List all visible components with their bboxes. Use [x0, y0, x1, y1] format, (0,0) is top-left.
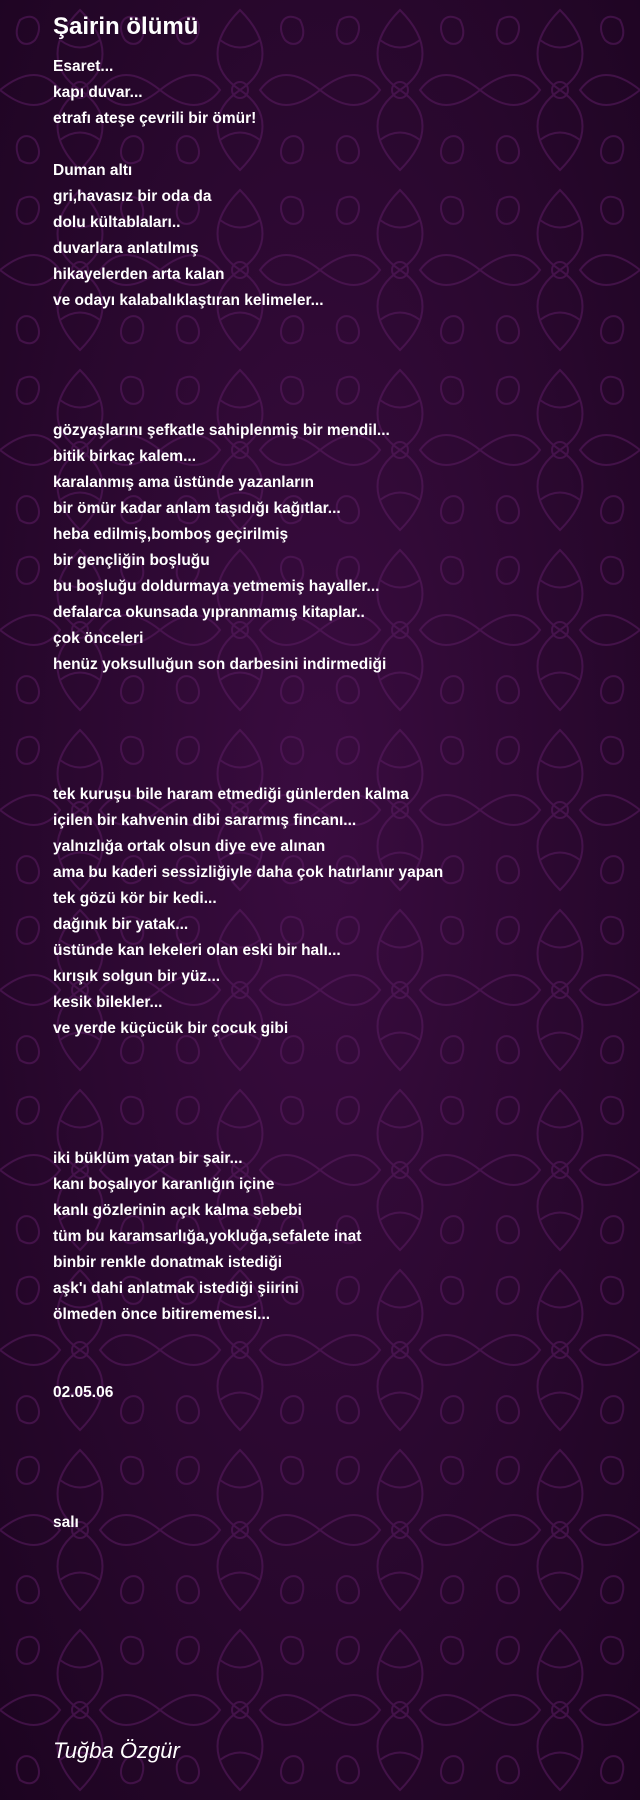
- poem-line: etrafı ateşe çevrili bir ömür!: [53, 110, 257, 127]
- poem-blank-line: [53, 678, 613, 704]
- poem-line: karalanmış ama üstünde yazanların: [53, 474, 315, 491]
- poem-line: salı: [53, 1514, 79, 1531]
- poem-blank-line: [53, 1432, 613, 1458]
- poem-title: Şairin ölümü: [53, 13, 199, 40]
- poem-line: bir gençliğin boşluğu: [53, 552, 210, 569]
- poem-line: duvarlara anlatılmış: [53, 240, 199, 257]
- poem-blank-line: [53, 756, 613, 782]
- poem-blank-line: [53, 1094, 613, 1120]
- poem-blank-line: [53, 392, 613, 418]
- poem-line: hikayelerden arta kalan: [53, 266, 225, 283]
- poem-line: çok önceleri: [53, 630, 144, 647]
- poem-blank-line: [53, 132, 613, 158]
- poem-line: dağınık bir yatak...: [53, 916, 189, 933]
- poem-blank-line: [53, 1068, 613, 1094]
- poem-line: tek gözü kör bir kedi...: [53, 890, 217, 907]
- poem-line: henüz yoksulluğun son darbesini indirmediği: [53, 656, 387, 673]
- poem-line: tek kuruşu bile haram etmediği günlerden kalma: [53, 786, 409, 803]
- poem-line: gri,havasız bir oda da: [53, 188, 212, 205]
- poem-line: kırışık solgun bir yüz...: [53, 968, 221, 985]
- poem-blank-line: [53, 340, 613, 366]
- poem-line: Duman altı: [53, 162, 133, 179]
- poem-line: heba edilmiş,bomboş geçirilmiş: [53, 526, 289, 543]
- poem-line: ama bu kaderi sessizliğiyle daha çok hatırlanır yapan: [53, 864, 444, 881]
- poem-line: üstünde kan lekeleri olan eski bir halı...: [53, 942, 341, 959]
- poem-blank-line: [53, 366, 613, 392]
- poem-line: içilen bir kahvenin dibi sararmış fincanı...: [53, 812, 357, 829]
- poem-blank-line: [53, 1042, 613, 1068]
- poem-blank-line: [53, 730, 613, 756]
- poem-line: gözyaşlarını şefkatle sahiplenmiş bir mendil...: [53, 422, 390, 439]
- poem-line: 02.05.06: [53, 1384, 114, 1401]
- poem-line: tüm bu karamsarlığa,yokluğa,sefalete inat: [53, 1228, 362, 1245]
- poem-blank-line: [53, 1120, 613, 1146]
- poem-line: Esaret...: [53, 58, 114, 75]
- poem-blank-line: [53, 1458, 613, 1484]
- poem-line: yalnızlığa ortak olsun diye eve alınan: [53, 838, 326, 855]
- poem-line: bir ömür kadar anlam taşıdığı kağıtlar...: [53, 500, 341, 517]
- poem-author: Tuğba Özgür: [53, 1738, 180, 1763]
- poem-line: ve yerde küçücük bir çocuk gibi: [53, 1020, 289, 1037]
- poem-line: bu boşluğu doldurmaya yetmemiş hayaller...: [53, 578, 380, 595]
- poem-blank-line: [53, 1406, 613, 1432]
- poem-body: [53, 54, 613, 1536]
- poem-line: kapı duvar...: [53, 84, 143, 101]
- poem-blank-line: [53, 1328, 613, 1354]
- poem-line: binbir renkle donatmak istediği: [53, 1254, 283, 1271]
- poem-line: kanı boşalıyor karanlığın içine: [53, 1176, 275, 1193]
- poem-line: kanlı gözlerinin açık kalma sebebi: [53, 1202, 302, 1219]
- poem-blank-line: [53, 314, 613, 340]
- poem-line: aşk'ı dahi anlatmak istediği şiirini: [53, 1280, 299, 1297]
- poem-line: defalarca okunsada yıpranmamış kitaplar..: [53, 604, 365, 621]
- poem-blank-line: [53, 1354, 613, 1380]
- poem-line: bitik birkaç kalem...: [53, 448, 197, 465]
- poem-line: kesik bilekler...: [53, 994, 163, 1011]
- poem-line: ve odayı kalabalıklaştıran kelimeler...: [53, 292, 324, 309]
- poem-blank-line: [53, 704, 613, 730]
- poem-blank-line: [53, 1484, 613, 1510]
- poem-line: dolu kültablaları..: [53, 214, 181, 231]
- poem-line: ölmeden önce bitirememesi...: [53, 1306, 271, 1323]
- poem-line: iki büklüm yatan bir şair...: [53, 1150, 243, 1167]
